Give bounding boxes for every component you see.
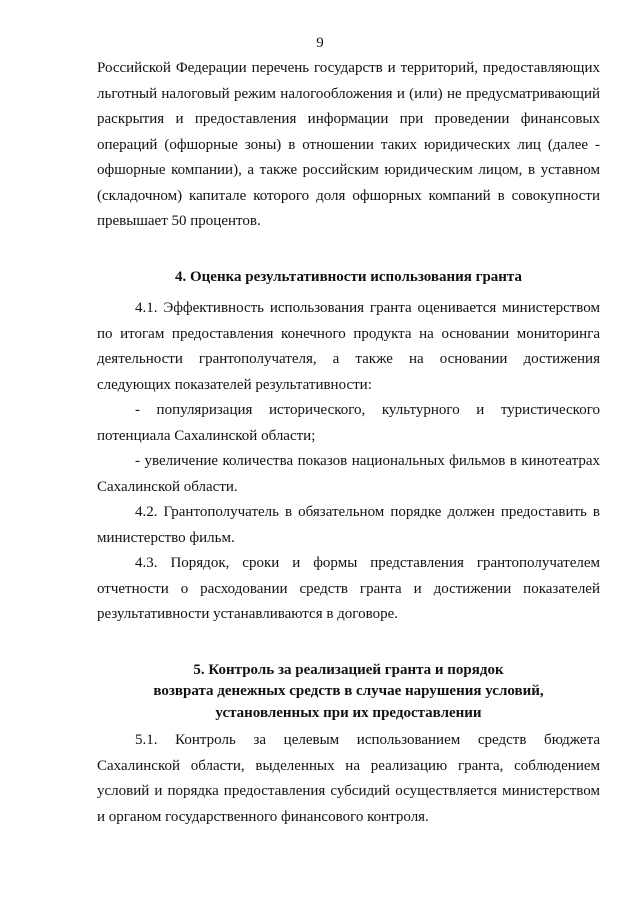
section-4-bullet-2: - увеличение количества показов национальных фильмов в кинотеатрах Сахалинской области.	[97, 453, 600, 495]
document-body	[97, 56, 600, 830]
section-5-heading-line-3: установленных при их предоставлении	[215, 704, 482, 721]
section-5-heading-line-2: возврата денежных средств в случае нарушения условий,	[153, 683, 544, 699]
section-4-paragraph-2: 4.2. Грантополучатель в обязательном порядке должен предоставить в министерство фильм.	[97, 504, 600, 546]
section-4-paragraph-3: 4.3. Порядок, сроки и формы представления грантополучателем отчетности о расходовании средств гранта и достижении показателей результативности устанавливаются в договоре.	[97, 555, 600, 622]
section-4-paragraph-1: 4.1. Эффективность использования гранта оценивается министерством по итогам предоставления конечного продукта на основании мониторинга деятельности грантополучателя, а также на основании достижения следующих показателей результативности:	[97, 300, 600, 393]
section-4-heading: 4. Оценка результативности использования гранта	[175, 268, 522, 285]
section-5-heading	[97, 660, 600, 725]
page-number: 9	[316, 35, 324, 51]
spacer	[97, 235, 600, 255]
intro-paragraph: Российской Федерации перечень государств и территорий, предоставляющих льготный налоговый режим налогообложения и (или) не предусматривающий раскрытия и предоставления информации при проведении финансовых операций (офшорные зоны) в отношении таких юридических лиц (далее - офшорные компании), а также российским юридическим лицом, в уставном (складочном) капитале которого доля офшорных компаний в совокупности превышает 50 процентов.	[97, 60, 600, 229]
section-4-bullet-1: - популяризация исторического, культурного и туристического потенциала Сахалинской области;	[97, 402, 600, 444]
section-5-paragraph-1: 5.1. Контроль за целевым использованием средств бюджета Сахалинской области, выделенных на реализацию гранта, соблюдением условий и порядка предоставления субсидий осуществляется министерством и органом государственного финансового контроля.	[97, 732, 600, 825]
section-5-heading-line-1: 5. Контроль за реализацией гранта и порядок	[193, 661, 504, 678]
spacer	[97, 628, 600, 648]
